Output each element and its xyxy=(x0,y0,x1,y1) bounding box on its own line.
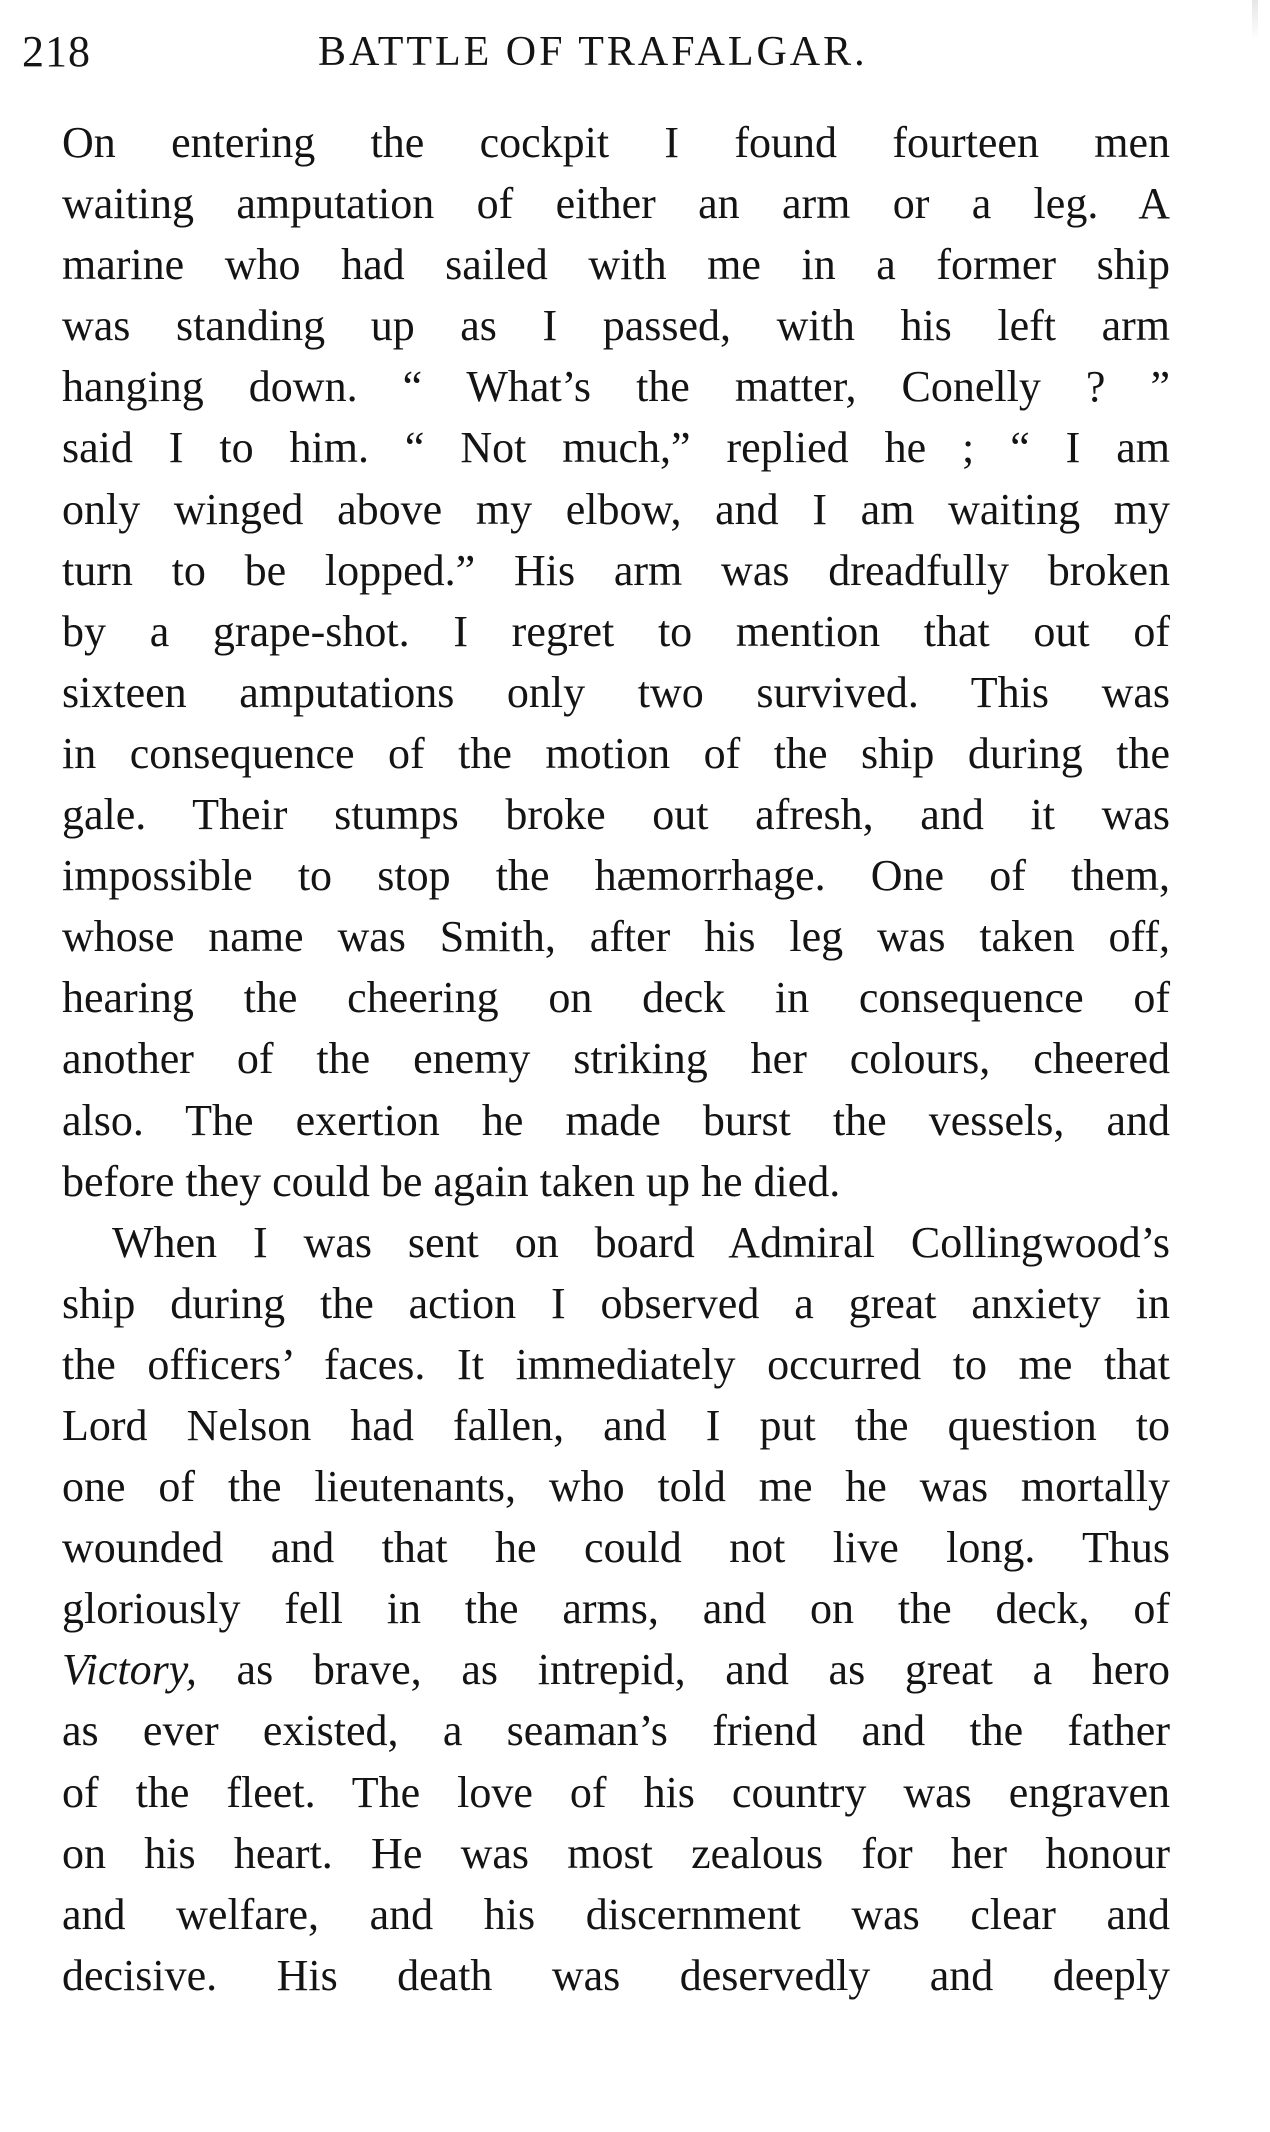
text-line: was standing up as I passed, with his left arm xyxy=(62,301,1170,351)
text-line: turn to be lopped.” His arm was dreadfully broken xyxy=(62,545,1170,595)
text-line: sixteen amputations only two survived. This was xyxy=(62,667,1170,717)
text-line: on his heart. He was most zealous for her honour xyxy=(62,1828,1170,1878)
text-line: also. The exertion he made burst the vessels, and xyxy=(62,1095,1170,1145)
text-line: in consequence of the motion of the ship during the xyxy=(62,728,1170,778)
text-line: only winged above my elbow, and I am waiting my xyxy=(62,484,1170,534)
text-line: ship during the action I observed a great anxiety in xyxy=(62,1278,1170,1328)
text-line: On entering the cockpit I found fourteen men xyxy=(62,118,1170,167)
running-title: BATTLE OF TRAFALGAR. xyxy=(318,29,868,75)
text-line: hearing the cheering on deck in consequence of xyxy=(62,973,1170,1023)
paragraph-1 xyxy=(62,112,1170,1212)
page-edge-mark xyxy=(1252,0,1258,40)
running-header xyxy=(0,22,1270,82)
body-text xyxy=(62,112,1170,2006)
paragraph-2 xyxy=(62,1212,1170,2006)
text-line: the officers’ faces. It immediately occurred to me that xyxy=(62,1339,1170,1389)
text-line: as ever existed, a seaman’s friend and the father xyxy=(62,1706,1170,1756)
text-line: of the fleet. The love of his country was engraven xyxy=(62,1767,1170,1817)
text-line: and welfare, and his discernment was clear and xyxy=(62,1889,1170,1939)
text-line: one of the lieutenants, who told me he was mortally xyxy=(62,1462,1170,1512)
text-line: by a grape-shot. I regret to mention that out of xyxy=(62,606,1170,656)
text-line: waiting amputation of either an arm or a leg. A xyxy=(62,179,1170,229)
italic-ship-name: Victory, xyxy=(62,1645,197,1695)
text-line-remainder: as brave, as intrepid, and as great a hero xyxy=(236,1645,1170,1695)
page-number: 218 xyxy=(22,27,91,76)
text-line: another of the enemy striking her colours, cheered xyxy=(62,1034,1170,1084)
text-line: whose name was Smith, after his leg was taken off, xyxy=(62,912,1170,962)
text-line: said I to him. “ Not much,” replied he ; “ I am xyxy=(62,423,1170,473)
text-line: marine who had sailed with me in a former ship xyxy=(62,240,1170,290)
text-line: impossible to stop the hæmorrhage. One of them, xyxy=(62,851,1170,901)
text-line: gloriously fell in the arms, and on the deck, of xyxy=(62,1584,1170,1634)
text-line: decisive. His death was deservedly and deeply xyxy=(62,1950,1170,2000)
text-line-with-italic xyxy=(62,1639,1170,1700)
text-line: wounded and that he could not live long. Thus xyxy=(62,1523,1170,1573)
text-line: Lord Nelson had fallen, and I put the question to xyxy=(62,1400,1170,1450)
text-line: hanging down. “ What’s the matter, Conelly ? ” xyxy=(62,362,1170,412)
text-line: before they could be again taken up he died. xyxy=(62,1156,841,1206)
text-line: gale. Their stumps broke out afresh, and it was xyxy=(62,790,1170,840)
text-line: When I was sent on board Admiral Collingwood’s xyxy=(112,1217,1170,1267)
